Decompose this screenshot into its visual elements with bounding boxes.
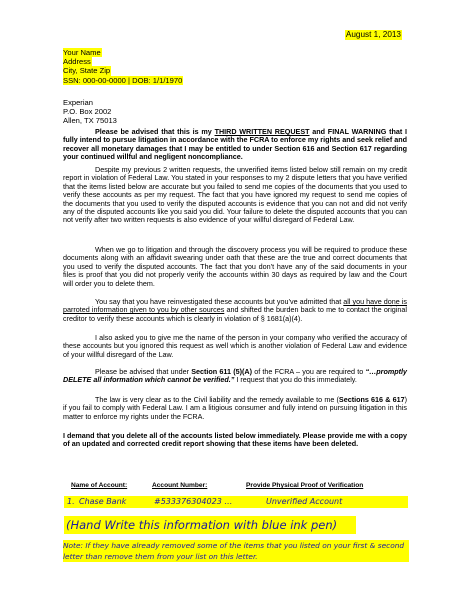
handwrite-instruction-banner: (Hand Write this information with blue ink pen) xyxy=(64,516,356,534)
table-row xyxy=(64,496,408,508)
paragraph-civil-liability: The law is very clear as to the Civil liability and the remedy available to me (Sections 616 & 617) if you fail to comply with Federal Law. I am a litigious consumer and fully intend on pursuing litigation in this matter to enforce my rights under the FCRA. xyxy=(63,395,408,421)
recipient-name: Experian xyxy=(63,98,93,107)
sender-city-state-zip: City, State Zip xyxy=(63,66,111,76)
third-written-request: THIRD WRITTEN REQUEST xyxy=(214,127,310,136)
sections-616-617: Sections 616 & 617 xyxy=(338,395,405,404)
paragraph-verifier-name: I also asked you to give me the name of the person in your company who verified the accuracy of these accounts but you ignored this request as well which is another violation of Federal Law and evidence of your willful disregard of the Law. xyxy=(63,333,407,359)
account-number: #533376304023 … xyxy=(154,497,233,506)
paragraph-previous-requests: Despite my previous 2 written requests, the unverified items listed below still remain on my credit report in violation of Federal Law. You stated in your responses to my 2 dispute letters that you have verified that the items listed below are accurate but you failed to send me copies of the documents that you used to verify these accounts as per my request. The fact that you have ignored my request to send me copies of the documents that you used to verify the disputed accounts is evidence that you can not and did not verify any of the disputed accounts like you said you did. Your failure to delete the disputed accounts that you can not verify after two written requests is also evidence of your willful disregard of Federal Law. xyxy=(63,165,407,225)
header-name-of-account: Name of Account: xyxy=(71,482,128,489)
verification-status: Unverified Account xyxy=(266,497,343,506)
sender-address: Address xyxy=(63,57,91,67)
paragraph-reinvestigation: You say that you have reinvestigated these accounts but you’ve admitted that all you have done is parroted information given to you by other sources and shifted the burden back to me to contact the original creditor to verify these accounts which is clearly in violation of § 1681(a)(4). xyxy=(63,297,407,323)
recipient-po-box: P.O. Box 2002 xyxy=(63,107,112,117)
header-account-number: Account Number: xyxy=(152,482,208,489)
recipient-address-block xyxy=(63,98,117,126)
account-name: Chase Bank xyxy=(79,497,127,506)
header-proof-of-verification: Provide Physical Proof of Verification xyxy=(246,482,364,489)
section-611-ref: Section 611 (5)(A) xyxy=(191,367,252,376)
paragraph-section-611: Please be advised that under Section 611 (5)(A) of the FCRA – you are required to “…promptly DELETE all information which cannot be verified.” I request that you do this immediately. xyxy=(63,367,408,385)
demand-paragraph: I demand that you delete all of the accounts listed below immediately. Please provide me with a copy of an updated and corrected credit report showing that these items have been deleted. xyxy=(63,431,407,449)
recipient-city: Allen, TX 75013 xyxy=(63,116,117,126)
paragraph-litigation: When we go to litigation and through the discovery process you will be required to produce these documents along with an affidavit swearing under oath that these are the true and correct documents that you used to verify the disputed accounts. The fact that you don’t have any of the said documents in your files is proof that you did not properly verify the accounts within 30 days as required by law and the Court will order you to delete them. xyxy=(63,245,407,288)
sender-name: Your Name xyxy=(63,48,101,57)
row-index: 1. xyxy=(67,497,75,506)
sender-address-block xyxy=(63,48,183,85)
removal-note: Note: If they have already removed some of the items that you listed on your first & second letter than remove them from your list on this letter. xyxy=(63,540,409,562)
sender-ssn-dob: SSN: 000-00-0000 | DOB: 1/1/1970 xyxy=(63,75,183,85)
delete-quote: “…promptly DELETE all information which cannot be verified.” xyxy=(63,367,408,385)
intro-paragraph: Please be advised that this is my THIRD WRITTEN REQUEST and FINAL WARNING that I fully intend to pursue litigation in accordance with the FCRA to enforce my rights and seek relief and recover all monetary damages that I may be entitled to under Section 616 and Section 617 regarding your continued willful and negligent noncompliance. xyxy=(63,127,408,162)
letter-date: August 1, 2013 xyxy=(345,30,401,39)
parroted-information: all you have done is parroted information given to you by other sources xyxy=(63,297,407,315)
